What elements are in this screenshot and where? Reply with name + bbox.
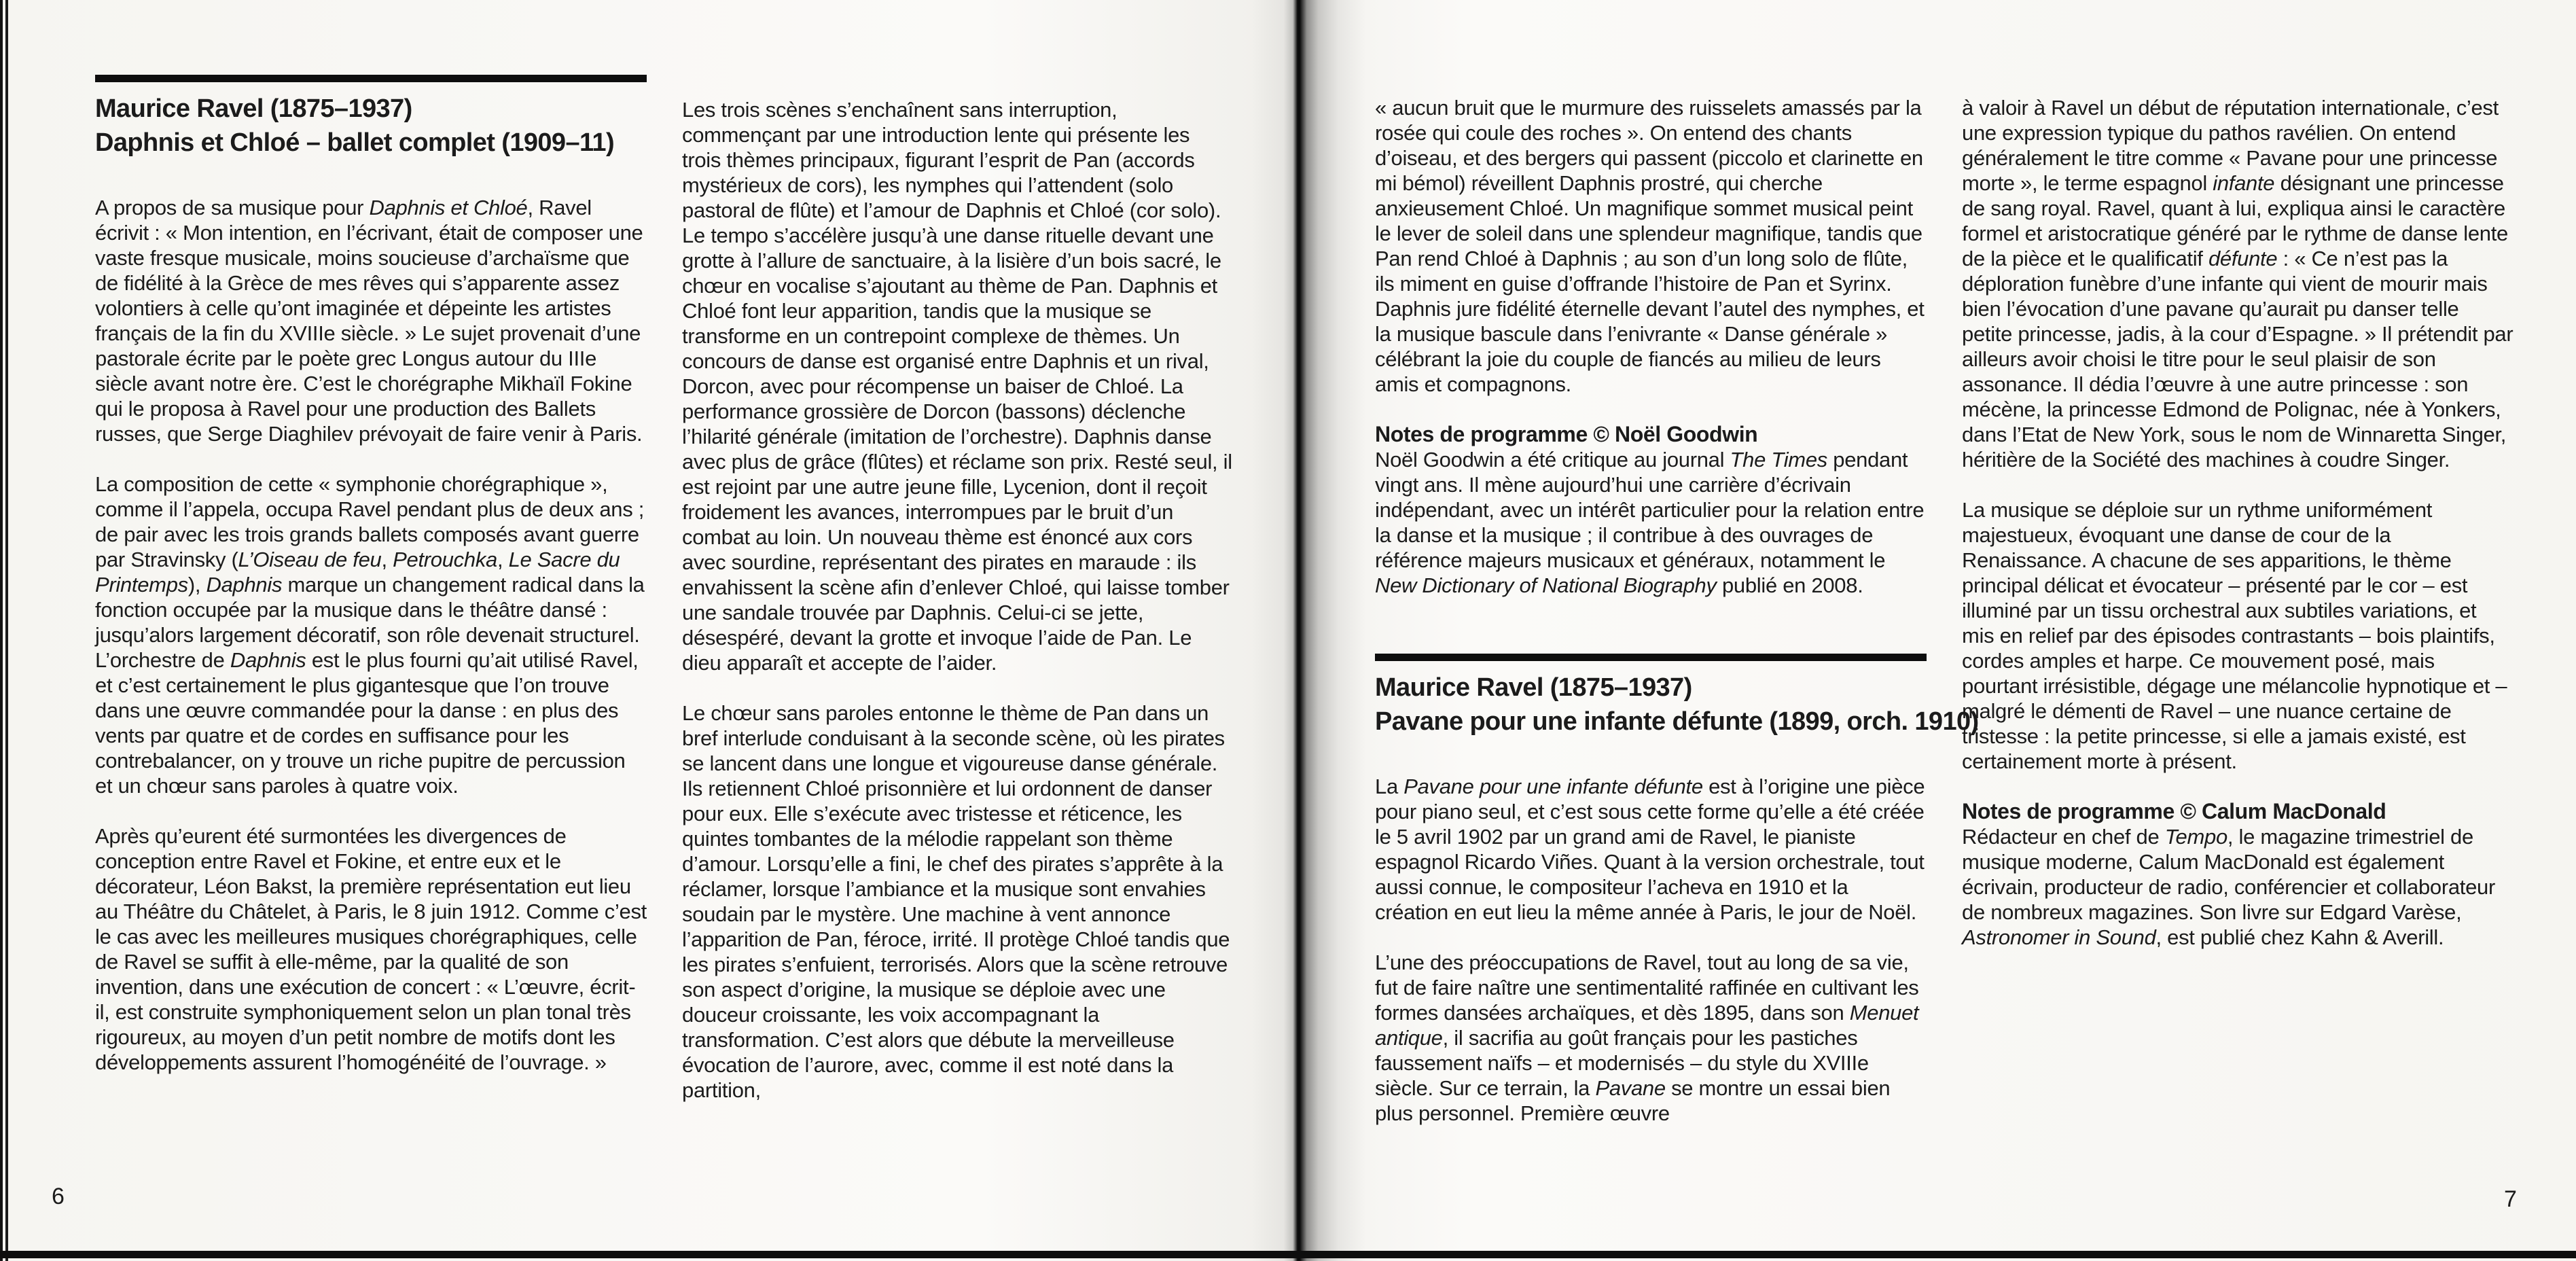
paragraph: La composition de cette « symphonie chorégraphique », comme il l’appela, occupa Ravel pendant plus de deux ans ; de pair avec les trois grands ballets composés avant guerre par Stravinsky (L’Oiseau de feu, Petrouchka, Le Sacre du Printemps), Daphnis marque un changement radical dans la fonction occupée par la musique dans le théâtre dansé : jusqu’alors largement décoratif, son rôle devenait structurel. L’orchestre de Daphnis est le plus fourni qu’ait utilisé Ravel, et c’est certainement le plus gigantesque que l’on trouve dans une œuvre commandée pour la danse : en plus des vents par quatre et de cordes en suffisance pour les contrebalancer, on y trouve un riche pupitre de percussion et un chœur sans paroles à quatre voix.: [95, 472, 645, 798]
page-edge-line: [0, 0, 3, 1261]
composer-name: Maurice Ravel (1875–1937): [1375, 673, 1692, 702]
paragraph: La musique se déploie sur un rythme uniformément majestueux, évoquant une danse de cour de la Renaissance. A chacune de ses apparitions, le thème principal délicat et évocateur – présenté par le cor – est illuminé par un tissu orchestral aux subtiles variations, et mis en relief par des épisodes contrastants – bois plaintifs, cordes amples et harpe. Ce mouvement posé, mais pourtant irrésistible, dégage une mélancolie hypnotique et – malgré le démenti de Ravel – une nuance certaine de tristesse : la petite princesse, si elle a jamais existé, est certainement morte à présent.: [1962, 498, 2507, 773]
paragraph: Les trois scènes s’enchaînent sans interruption, commençant par une introduction lente qui présente les trois thèmes principaux, figurant l’esprit de Pan (accords mystérieux de cors), les nymphes qui l’attendent (solo pastoral de flûte) et l’amour de Daphnis et Chloé (cor solo). Le tempo s’accélère jusqu’à une danse rituelle devant une grotte à l’allure de sanctuaire, à la lisière d’un bois sacré, le chœur en vocalise s’ajoutant au thème de Pan. Daphnis et Chloé font leur apparition, tandis que la musique se transforme en un contrepoint complexe de thèmes. Un concours de danse est organisé entre Daphnis et un rival, Dorcon, avec pour récompense un baiser de Chloé. La performance grossière de Dorcon (bassons) déclenche l’hilarité générale (imitation de l’orchestre). Daphnis danse avec plus de grâce (flûtes) et réclame son prix. Resté seul, il est rejoint par une autre jeune fille, Lycenion, dont il reçoit froidement les avances, interrompues par le bruit d’un combat au loin. Un nouveau thème est énoncé aux cors avec sourdine, représentant des pirates en maraude : ils envahissent la scène afin d’enlever Chloé, qui laisse tomber une sandale trouvée par Daphnis. Celui-ci se jette, désespéré, devant la grotte et invoque l’aide de Pan. Le dieu apparaît et accepte de l’aider.: [682, 98, 1232, 675]
paragraph: Noël Goodwin a été critique au journal The Times pendant vingt ans. Il mène aujourd’hui une carrière d’écrivain indépendant, avec un intérêt particulier pour la relation entre la danse et la musique ; il contribue à des ouvrages de référence majeurs musicaux et généraux, notamment le New Dictionary of National Biography publié en 2008.: [1375, 448, 1925, 597]
paragraph: L’une des préoccupations de Ravel, tout au long de sa vie, fut de faire naître une sentimentalité raffinée en cultivant les formes dansées archaïques, et dès 1895, dans son Menuet antique, il sacrifia au goût français pour les pastiches faussement naïfs – et modernisés – du style du XVIIIe siècle. Sur ce terrain, la Pavane se montre un essai bien plus personnel. Première œuvre: [1375, 951, 1919, 1125]
paragraph: Après qu’eurent été surmontées les divergences de conception entre Ravel et Fokine, et entre eux et le décorateur, Léon Bakst, la première représentation eut lieu au Théâtre du Châtelet, à Paris, le 8 juin 1912. Comme c’est le cas avec les meilleures musiques chorégraphiques, celle de Ravel se suffit à elle-même, par la qualité de son invention, dans une exécution de concert : « L’œuvre, écrit-il, est construite symphoniquement selon un plan tonal très rigoureux, au moyen d’un petit nombre de motifs dont les développements assurent l’homogénéité de l’ouvrage. »: [95, 824, 647, 1074]
work-title: Pavane pour une infante défunte (1899, orch. 1910): [1375, 707, 1979, 736]
page-left-column-1: [95, 75, 647, 1075]
page-right-column-1: [1375, 95, 1979, 1126]
paragraph: La Pavane pour une infante défunte est à l’origine une pièce pour piano seul, et c’est sous cette forme qu’elle a été créée le 5 avril 1902 par un grand ami de Ravel, le pianiste espagnol Ricardo Viñes. Quant à la version orchestrale, tout aussi connue, le compositeur l’acheva en 1910 et la création en eut lieu la même année à Paris, le jour de Noël.: [1375, 775, 1925, 924]
page-number-left: 6: [52, 1184, 65, 1209]
page-right-column-2: [1962, 95, 2514, 950]
paragraph: « aucun bruit que le murmure des ruisselets amassés par la rosée qui coule des roches ». On entend des chants d’oiseau, et des bergers qui passent (piccolo et clarinette en mi bémol) réveillent Daphnis prostré, qui cherche anxieusement Chloé. Un magnifique sommet musical peint le lever de soleil dans une splendeur magnifique, tandis que Pan rend Chloé à Daphnis ; au son d’un long solo de flûte, ils miment en guise d’offrande l’histoire de Pan et Syrinx. Daphnis jure fidélité éternelle devant l’autel des nymphes, et la musique bascule dans l’enivrante « Danse générale » célébrant la joie du couple de fiancés au milieu de leurs amis et compagnons.: [1375, 96, 1925, 396]
section-rule: [1375, 654, 1927, 661]
paragraph: à valoir à Ravel un début de réputation internationale, c’est une expression typique du pathos ravélien. On entend généralement le titre comme « Pavane pour une princesse morte », le terme espagnol infante désignant une princesse de sang royal. Ravel, quant à lui, expliqua ainsi le caractère formel et aristocratique généré par le rythme de danse lente de la pièce et le qualificatif défunte : « Ce n’est pas la déploration funèbre d’une infante qui vient de mourir mais bien l’évocation d’une pavane qu’aurait pu danser telle petite princesse, jadis, à la cour d’Espagne. » Il prétendit par ailleurs avoir choisi le titre pour le seul plaisir de son assonance. Il dédia l’œuvre à une autre princesse : son mécène, la princesse Edmond de Polignac, née à Yonkers, dans l’Etat de New York, sous le nom de Winnaretta Singer, héritière de la Société des machines à coudre Singer.: [1962, 96, 2514, 472]
paragraph: Rédacteur en chef de Tempo, le magazine trimestriel de musique moderne, Calum MacDonald est également écrivain, producteur de radio, conférencier et collaborateur de nombreux magazines. Son livre sur Edgard Varèse, Astronomer in Sound, est publié chez Kahn & Averill.: [1962, 825, 2496, 949]
section-title-daphnis: [95, 92, 647, 160]
page-gutter-shadow: [1251, 0, 1367, 1261]
page-edge-line: [5, 0, 8, 1261]
section-title-pavane: [1375, 671, 1979, 739]
programme-note-credit-goodwin: Notes de programme © Noël Goodwin: [1375, 422, 1758, 446]
work-title: Daphnis et Chloé – ballet complet (1909–11): [95, 128, 615, 157]
paragraph: A propos de sa musique pour Daphnis et Chloé, Ravel écrivit : « Mon intention, en l’écrivant, était de composer une vaste fresque musicale, moins soucieuse d’archaïsme que de fidélité à la Grèce de mes rêves qui s’apparente assez volontiers à celle qu’ont imaginée et dépeinte les artistes français de la fin du XVIIIe siècle. » Le sujet provenait d’une pastorale écrite par le poète grec Longus autour du IIIe siècle avant notre ère. C’est le chorégraphe Mikhaïl Fokine qui le proposa à Ravel pour une production des Ballets russes, que Serge Diaghilev prévoyait de faire venir à Paris.: [95, 196, 643, 446]
composer-name: Maurice Ravel (1875–1937): [95, 94, 412, 123]
paragraph: Le chœur sans paroles entonne le thème de Pan dans un bref interlude conduisant à la seconde scène, où les pirates se lancent dans une longue et vigoureuse danse générale. Ils retiennent Chloé prisonnière et lui ordonnent de danser pour eux. Elle s’exécute avec tristesse et réticence, les quintes tombantes de la mélodie rappelant son thème d’amour. Lorsqu’elle a fini, le chef des pirates s’apprête à la réclamer, lorsque l’ambiance et la musique sont envahies soudain par le mystère. Une machine à vent annonce l’apparition de Pan, féroce, irrité. Il protège Chloé tandis que les pirates s’enfuient, terrorisés. Alors que la scène retrouve son aspect d’origine, la musique se déploie avec une douceur croissante, les voix accompagnant la transformation. C’est alors que débute la merveilleuse évocation de l’aurore, avec, comme il est noté dans la partition,: [682, 701, 1230, 1102]
page-left-column-2: [682, 97, 1234, 1103]
section-rule: [95, 75, 647, 82]
page-number-right: 7: [2504, 1186, 2517, 1212]
page-edge-line: [0, 1251, 2576, 1258]
programme-note-credit-macdonald: Notes de programme © Calum MacDonald: [1962, 799, 2386, 823]
